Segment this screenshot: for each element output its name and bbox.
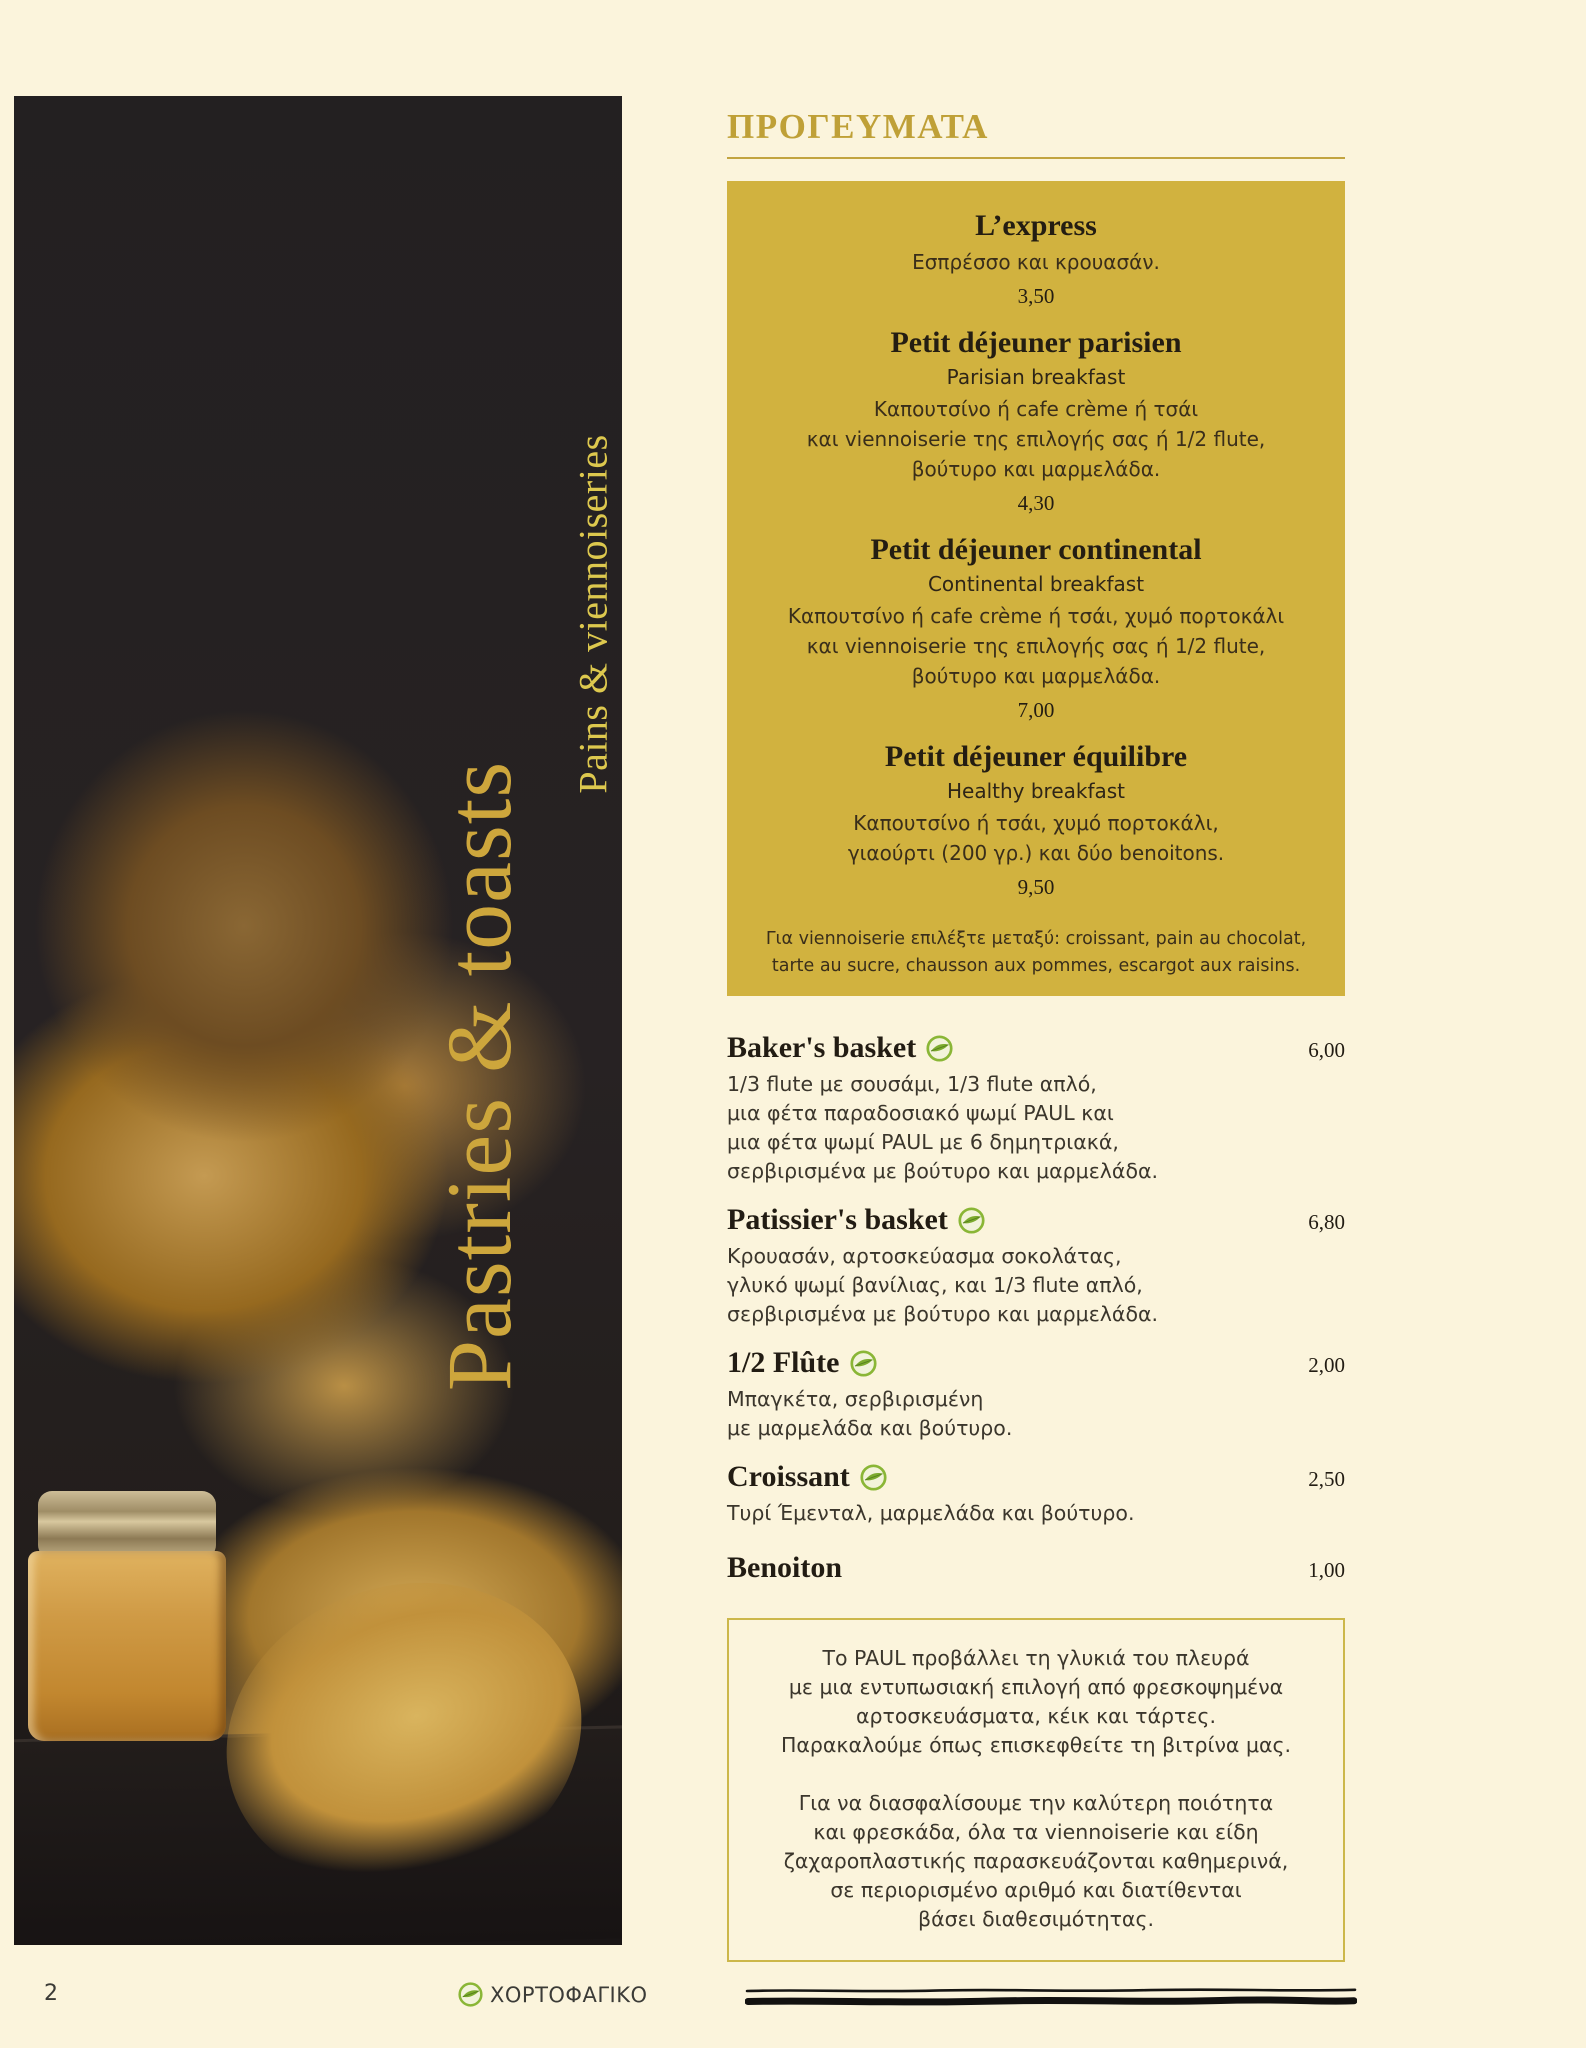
combo-name: L’express [975, 209, 1097, 242]
menu-item-description-line: Κρουασάν, αρτοσκεύασμα σοκολάτας, [727, 1244, 1122, 1268]
info-line: Για να διασφαλίσουμε την καλύτερη ποιότητα [798, 1791, 1274, 1815]
menu-item-patissiers-basket [727, 1204, 1345, 1329]
combo-description [753, 394, 1319, 484]
menu-item-bakers-basket [727, 1032, 1345, 1186]
combo-parisien [753, 325, 1319, 518]
menu-item-description-line: 1/3 flute με σουσάμι, 1/3 flute απλό, [727, 1072, 1097, 1096]
menu-item-description-line: γλυκό ψωμί βανίλιας, και 1/3 flute απλό, [727, 1273, 1143, 1297]
combo-description-line: και viennoiserie της επιλογής σας ή 1/2 flute, [806, 427, 1266, 451]
vegetarian-legend-label: ΧΟΡΤΟΦΑΓΙΚΟ [490, 1982, 648, 2007]
combo-lexpress [753, 208, 1319, 311]
info-line: Παρακαλούμε όπως επισκεφθείτε τη βιτρίνα μας. [780, 1733, 1292, 1757]
viennoiserie-note [753, 926, 1319, 980]
info-line: Το PAUL προβάλλει τη γλυκιά του πλευρά [822, 1646, 1250, 1670]
bakery-photo [14, 96, 622, 1945]
menu-item-description-line: σερβιρισμένα με βούτυρο και μαρμελάδα. [727, 1159, 1159, 1183]
info-line: βάσει διαθεσιμότητας. [918, 1907, 1154, 1931]
honey-jar-shape [24, 1491, 234, 1746]
menu-column [727, 0, 1345, 1962]
combo-subtitle: Healthy breakfast [946, 779, 1126, 803]
combo-price: 7,00 [1017, 698, 1055, 722]
menu-item-list [727, 1032, 1345, 1584]
patisserie-info-box [727, 1618, 1345, 1962]
combo-description [753, 247, 1319, 277]
info-line: σε περιορισμένο αριθμό και διατίθενται [830, 1878, 1242, 1902]
viennoiserie-note-line: tarte au sucre, chausson aux pommes, escargot aux raisins. [771, 956, 1301, 976]
viennoiserie-note-line: Για viennoiserie επιλέξτε μεταξύ: croissant, pain au chocolat, [765, 929, 1307, 949]
combo-description-line: και viennoiserie της επιλογής σας ή 1/2 flute, [806, 634, 1266, 658]
vegetarian-leaf-icon [958, 1207, 985, 1234]
menu-item-description-line: Τυρί Έμενταλ, μαρμελάδα και βούτυρο. [727, 1501, 1135, 1525]
menu-item-description-line: σερβιρισμένα με βούτυρο και μαρμελάδα. [727, 1302, 1159, 1326]
menu-item-description-line: με μαρμελάδα και βούτυρο. [727, 1416, 1013, 1440]
combo-description-line: Καπουτσίνο ή cafe crème ή τσάι, χυμό πορτοκάλι [787, 604, 1285, 628]
photo-title-vertical: Pastries & toasts [428, 760, 530, 1392]
menu-item-header [727, 1347, 1345, 1379]
menu-item-price: 6,00 [1308, 1038, 1345, 1062]
menu-item-price: 1,00 [1308, 1558, 1345, 1582]
decorative-double-rule [745, 1984, 1357, 2012]
vegetarian-leaf-icon [860, 1464, 887, 1491]
combo-description-line: βούτυρο και μαρμελάδα. [911, 457, 1161, 481]
menu-item-description-line: Μπαγκέτα, σερβιρισμένη [727, 1387, 984, 1411]
page-number: 2 [44, 1981, 58, 2006]
info-paragraph [743, 1644, 1329, 1760]
menu-item-half-flute [727, 1347, 1345, 1443]
combo-price: 3,50 [1017, 284, 1055, 308]
menu-item-description [727, 1499, 1345, 1528]
menu-item-description-line: μια φέτα ψωμί PAUL με 6 δημητριακά, [727, 1130, 1119, 1154]
combo-description-line: Καπουτσίνο ή cafe crème ή τσάι [873, 397, 1199, 421]
combo-description [753, 808, 1319, 868]
menu-item-header [727, 1204, 1345, 1236]
menu-item-price: 2,50 [1308, 1467, 1345, 1491]
breakfast-combos-box [727, 181, 1345, 996]
menu-item-header [727, 1461, 1345, 1493]
menu-item-name: Baker's basket [727, 1031, 917, 1064]
combo-subtitle: Parisian breakfast [946, 365, 1126, 389]
menu-item-name: Benoiton [727, 1551, 843, 1584]
combo-price: 9,50 [1017, 875, 1055, 899]
menu-item-name: Croissant [727, 1460, 850, 1493]
menu-item-price: 2,00 [1308, 1353, 1345, 1377]
info-paragraph [743, 1789, 1329, 1934]
info-line: και φρεσκάδα, όλα τα viennoiserie και είδη [813, 1820, 1259, 1844]
combo-description-line: Εσπρέσσο και κρουασάν. [912, 250, 1160, 274]
honey-jar-lid-shape [38, 1491, 216, 1559]
info-line: αρτοσκευάσματα, κέικ και τάρτες. [856, 1704, 1216, 1728]
menu-item-price: 6,80 [1308, 1210, 1345, 1234]
info-line: με μια εντυπωσιακή επιλογή από φρεσκοψημένα [788, 1675, 1284, 1699]
menu-item-description [727, 1070, 1345, 1186]
page-title: ΠΡΟΓΕΥΜΑΤΑ [727, 110, 1345, 159]
combo-description-line: γιαούρτι (200 γρ.) και δύο benoitons. [847, 841, 1225, 865]
photo-subtitle-vertical: Pains & viennoiseries [570, 434, 616, 794]
menu-item-benoiton [727, 1552, 1345, 1584]
combo-description-line: Καπουτσίνο ή τσάι, χυμό πορτοκάλι, [853, 811, 1219, 835]
menu-item-croissant [727, 1461, 1345, 1528]
combo-name: Petit déjeuner parisien [890, 326, 1182, 359]
combo-continental [753, 532, 1319, 725]
combo-description [753, 601, 1319, 691]
vegetarian-leaf-icon [926, 1035, 953, 1062]
menu-item-description [727, 1242, 1345, 1329]
combo-name: Petit déjeuner continental [870, 533, 1202, 566]
menu-item-name: Patissier's basket [727, 1203, 948, 1236]
menu-item-header [727, 1552, 1345, 1584]
menu-item-name: 1/2 Flûte [727, 1346, 840, 1379]
vegetarian-legend [458, 1982, 648, 2007]
combo-subtitle: Continental breakfast [927, 572, 1145, 596]
combo-equilibre [753, 739, 1319, 902]
honey-jar-body-shape [28, 1551, 226, 1741]
combo-name: Petit déjeuner équilibre [884, 740, 1188, 773]
menu-item-header [727, 1032, 1345, 1064]
vegetarian-leaf-icon [458, 1982, 483, 2007]
menu-item-description-line: μια φέτα παραδοσιακό ψωμί PAUL και [727, 1101, 1114, 1125]
menu-item-description [727, 1385, 1345, 1443]
vegetarian-leaf-icon [850, 1350, 877, 1377]
combo-price: 4,30 [1017, 491, 1055, 515]
combo-description-line: βούτυρο και μαρμελάδα. [911, 664, 1161, 688]
info-line: ζαχαροπλαστικής παρασκευάζονται καθημερινά, [783, 1849, 1289, 1873]
